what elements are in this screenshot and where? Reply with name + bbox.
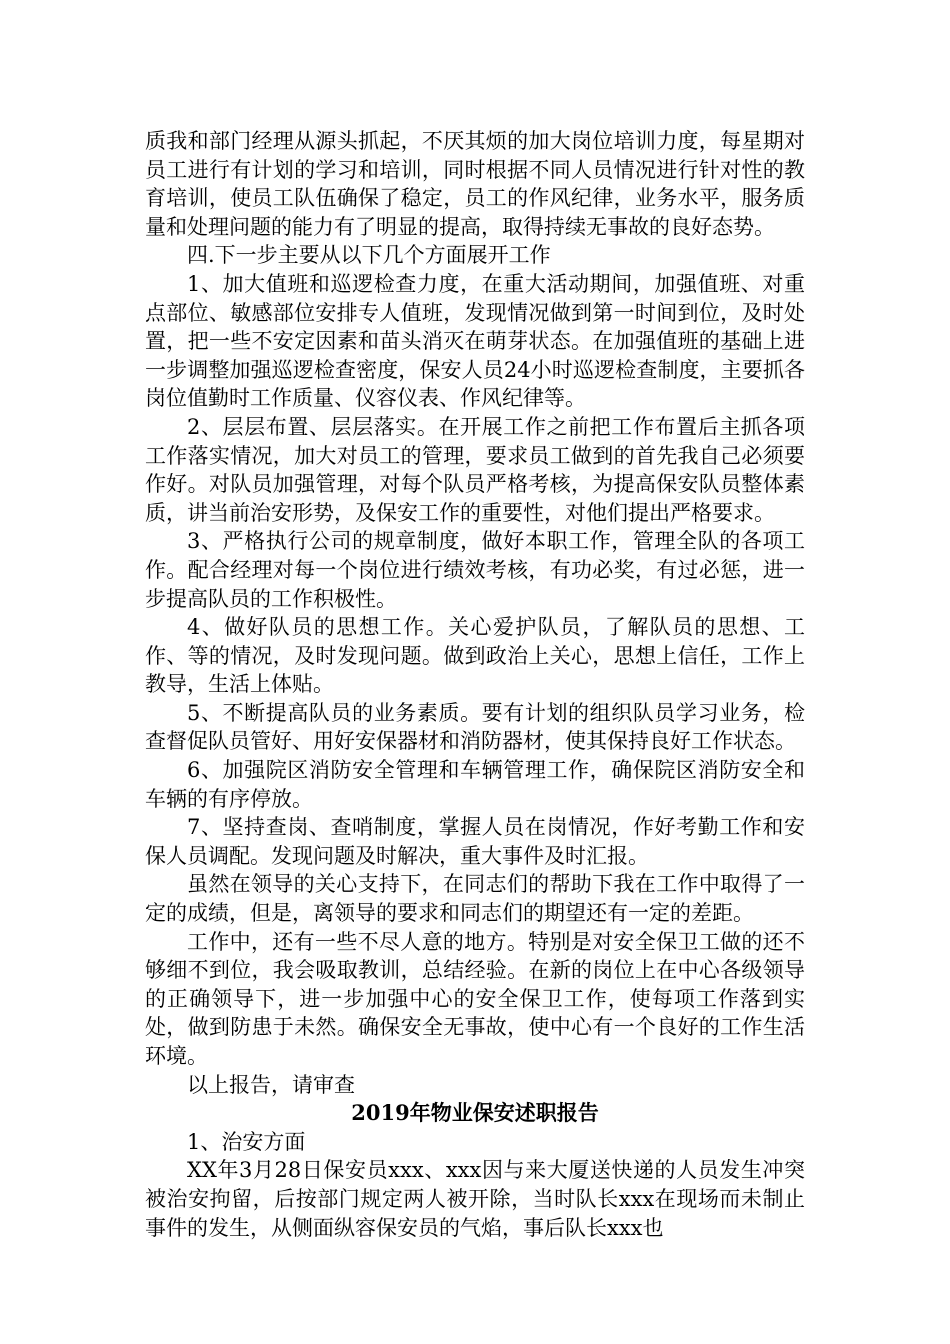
paragraph-item-2: 2、层层布置、层层落实。在开展工作之前把工作布置后主抓各项工作落实情况，加大对员工的管理，要求员工做到的首先我自己必须要作好。对队员加强管理，对每个队员严格考核，为提高保安队员整体素质，讲当前治安形势，及保安工作的重要性，对他们提出严格要求。	[145, 414, 805, 525]
paragraph-item-3: 3、严格执行公司的规章制度，做好本职工作，管理全队的各项工作。配合经理对每一个岗位进行绩效考核，有功必奖，有过必惩，进一步提高队员的工作积极性。	[145, 529, 805, 611]
paragraph-item-6: 6、加强院区消防安全管理和车辆管理工作，确保院区消防安全和车辆的有序停放。	[145, 758, 805, 811]
paragraph-continued: 质我和部门经理从源头抓起，不厌其烦的加大岗位培训力度，每星期对员工进行有计划的学习和培训，同时根据不同人员情况进行针对性的教育培训，使员工队伍确保了稳定，员工的作风纪律，业务水平，服务质量和处理问题的能力有了明显的提高，取得持续无事故的良好态势。	[145, 129, 805, 239]
section-heading-security: 1、治安方面	[187, 1129, 306, 1154]
section-heading-next-steps: 四.下一步主要从以下几个方面展开工作	[187, 243, 551, 268]
document-page	[145, 127, 805, 1242]
paragraph-shortcomings: 工作中，还有一些不尽人意的地方。特别是对安全保卫工做的还不够细不到位，我会吸取教训，总结经验。在新的岗位上在中心各级领导的正确领导下，进一步加强中心的安全保卫工作，使每项工作落到实处，做到防患于未然。确保安全无事故，使中心有一个良好的工作生活环境。	[145, 929, 805, 1068]
paragraph-summary: 虽然在领导的关心支持下，在同志们的帮助下我在工作中取得了一定的成绩，但是，离领导的要求和同志们的期望还有一定的差距。	[145, 872, 805, 926]
paragraph-item-5: 5、不断提高队员的业务素质。要有计划的组织队员学习业务，检查督促队员管好、用好安保器材和消防器材，使其保持良好工作状态。	[145, 700, 805, 754]
paragraph-item-7: 7、坚持查岗、查哨制度，掌握人员在岗情况，作好考勤工作和安保人员调配。发现问题及时解决，重大事件及时汇报。	[145, 815, 805, 868]
paragraph-item-1: 1、加大值班和巡逻检查力度，在重大活动期间，加强值班、对重点部位、敏感部位安排专人值班，发现情况做到第一时间到位，及时处置，把一些不安定因素和苗头消灭在萌芽状态。在加强值班的基础上进一步调整加强巡逻检查密度，保安人员24小时巡逻检查制度，主要抓各岗位值勤时工作质量、仪容仪表、作风纪律等。	[145, 271, 805, 411]
paragraph-item-4: 4、做好队员的思想工作。关心爱护队员，了解队员的思想、工作、等的情况，及时发现问题。做到政治上关心，思想上信任，工作上教导，生活上体贴。	[145, 615, 805, 697]
paragraph-closing: 以上报告，请审查	[187, 1072, 355, 1097]
document-title: 2019年物业保安述职报告	[351, 1100, 599, 1126]
paragraph-incident: XX年3月28日保安员xxx、xxx因与来大厦送快递的人员发生冲突被治安拘留，后按部门规定两人被开除，当时队长xxx在现场而未制止事件的发生，从侧面纵容保安员的气焰，事后队长xxx也	[145, 1158, 805, 1240]
